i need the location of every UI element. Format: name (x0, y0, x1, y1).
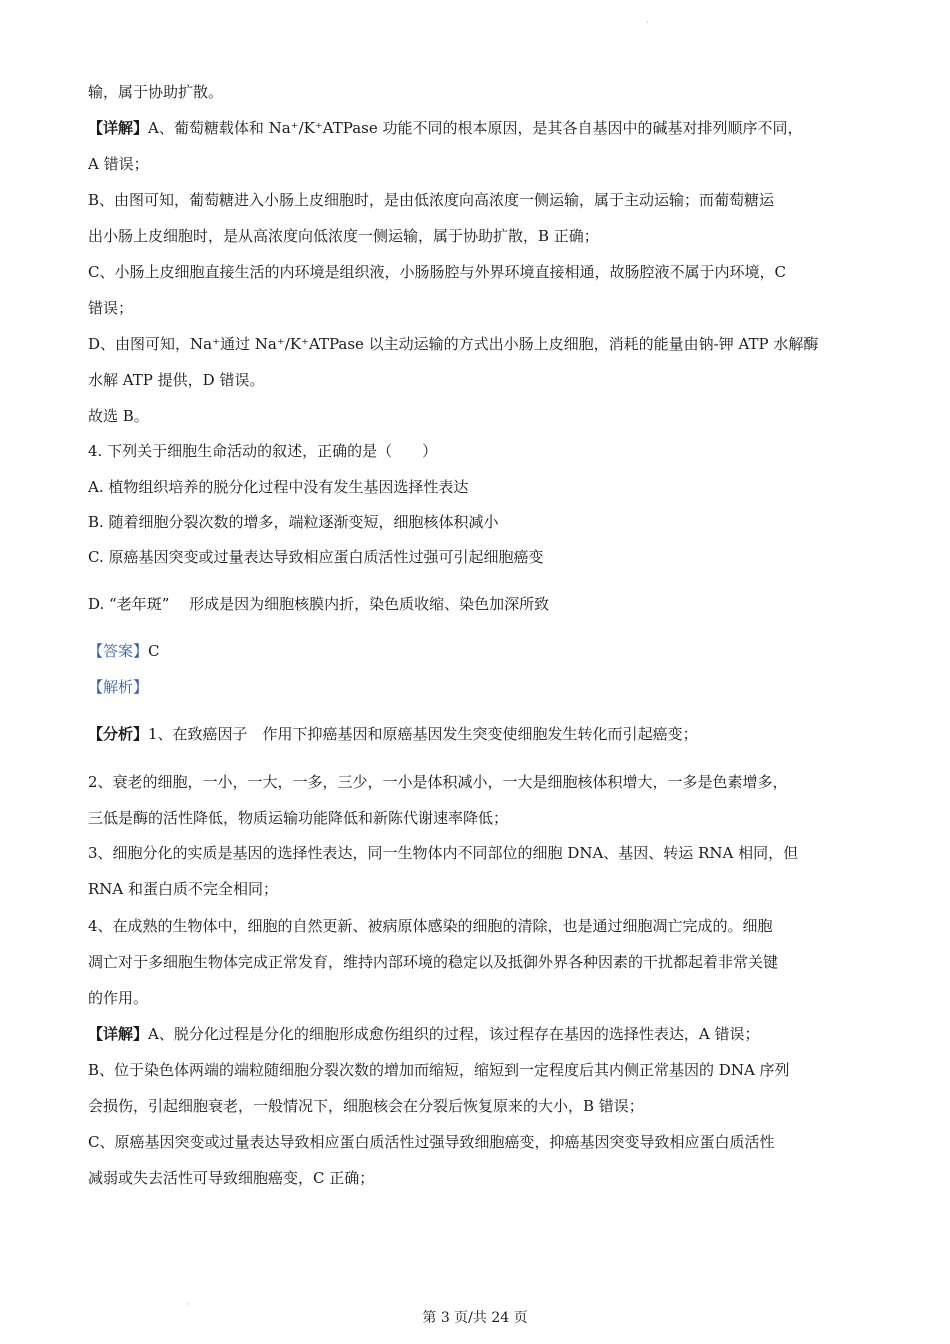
text-line: A 错误； (88, 155, 149, 173)
scan-dot: · (186, 1300, 189, 1309)
section-marker: 【分析】 (88, 725, 149, 743)
text-line: 2、衰老的细胞，一小，一大，一多，三少，一小是体积减小，一大是细胞核体积增大，一多是色素增多， (88, 773, 788, 791)
text-line: 3、细胞分化的实质是基因的选择性表达，同一生物体内不同部位的细胞 DNA、基因、转运 RNA 相同，但 (88, 844, 799, 862)
section-marker: 【详解】 (88, 1025, 149, 1043)
page-footer: 第 3 页/共 24 页 (422, 1310, 528, 1326)
text-line: 错误； (88, 299, 134, 317)
text-line (88, 118, 803, 138)
option-b: B. 随着细胞分裂次数的增多，端粒逐渐变短，细胞核体积减小 (88, 513, 499, 531)
text-line: 出小肠上皮细胞时，是从高浓度向低浓度一侧运输，属于协助扩散，B 正确； (88, 227, 599, 245)
line-text: A、葡萄糖载体和 Na⁺/K⁺ATPase 功能不同的根本原因，是其各自基因中的碱基对排列顺序不同， (148, 119, 803, 137)
answer-line (88, 641, 160, 661)
text-line: C、小肠上皮细胞直接生活的内环境是组织液，小肠肠腔与外界环境直接相通，故肠腔液不属于内环境，C (88, 263, 786, 281)
text-line: C、原癌基因突变或过量表达导致相应蛋白质活性过强导致细胞癌变，抑癌基因突变导致相应蛋白质活性 (88, 1133, 775, 1151)
answer-value: C (148, 642, 160, 660)
text-line: D、由图可知，Na⁺通过 Na⁺/K⁺ATPase 以主动运输的方式出小肠上皮细胞，消耗的能量由钠-钾 ATP 水解酶 (88, 335, 819, 353)
answer-label: 【答案】 (88, 642, 149, 660)
option-c: C. 原癌基因突变或过量表达导致相应蛋白质活性过强可引起细胞癌变 (88, 548, 544, 566)
text-line (88, 724, 698, 744)
text-line: RNA 和蛋白质不完全相同； (88, 880, 279, 898)
text-line (88, 1024, 759, 1044)
text-line: B、位于染色体两端的端粒随细胞分裂次数的增加而缩短，缩短到一定程度后其内侧正常基因的 DNA 序列 (88, 1061, 790, 1079)
text-line: 会损伤，引起细胞衰老，一般情况下，细胞核会在分裂后恢复原来的大小，B 错误； (88, 1097, 644, 1115)
option-a: A. 植物组织培养的脱分化过程中没有发生基因选择性表达 (88, 478, 469, 496)
text-line: 减弱或失去活性可导致细胞癌变，C 正确； (88, 1169, 375, 1187)
text-line: 4、在成熟的生物体中，细胞的自然更新、被病原体感染的细胞的清除，也是通过细胞凋亡完成的。细胞 (88, 917, 773, 935)
text-line: 三低是酶的活性降低，物质运输功能降低和新陈代谢速率降低； (88, 809, 509, 827)
text-line: 的作用。 (88, 989, 149, 1007)
section-marker: 【详解】 (88, 119, 149, 137)
line-text: 1、在致癌因子 作用下抑癌基因和原癌基因发生突变使细胞发生转化而引起癌变； (148, 725, 698, 743)
text-line: 凋亡对于多细胞生物体完成正常发育，维持内部环境的稳定以及抵御外界各种因素的干扰都起着非常关键 (88, 953, 779, 971)
text-line: 输，属于协助扩散。 (88, 83, 224, 101)
question-stem: 4. 下列关于细胞生命活动的叙述，正确的是（ ） (88, 442, 438, 460)
analysis-heading (88, 677, 148, 697)
text-line: 水解 ATP 提供，D 错误。 (88, 371, 265, 389)
scan-dot: · (646, 18, 649, 27)
option-d: D. “老年斑” 形成是因为细胞核膜内折，染色质收缩、染色加深所致 (88, 595, 550, 613)
line-text: A、脱分化过程是分化的细胞形成愈伤组织的过程，该过程存在基因的选择性表达，A 错误； (148, 1025, 760, 1043)
text-line: 故选 B。 (88, 407, 149, 425)
analysis-label: 【解析】 (88, 678, 149, 696)
text-line: B、由图可知，葡萄糖进入小肠上皮细胞时，是由低浓度向高浓度一侧运输，属于主动运输；而葡萄糖运 (88, 191, 775, 209)
